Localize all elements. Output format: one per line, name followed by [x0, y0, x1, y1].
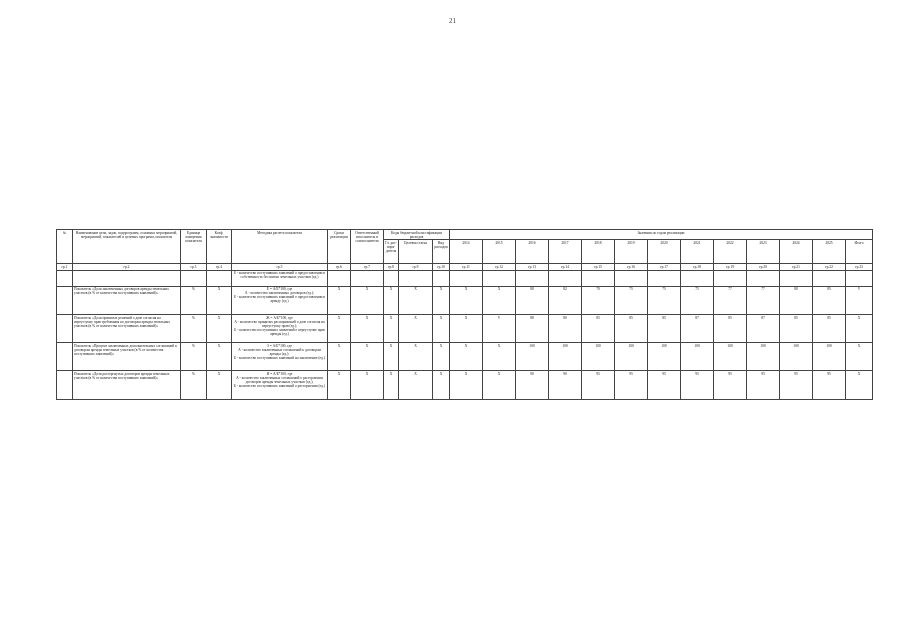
indicator-weight: Х — [207, 286, 232, 314]
indicator-value: 100 — [582, 343, 615, 371]
header-year: 2020 — [648, 240, 681, 264]
header-year: 2017 — [549, 240, 582, 264]
indicator-value: 85 — [813, 314, 846, 342]
indicator-gl: Х — [384, 314, 399, 342]
indicator-total: Х — [846, 314, 873, 342]
indicator-term: Х — [328, 371, 351, 399]
cell-empty — [57, 371, 73, 399]
indicator-cs: Х — [399, 343, 433, 371]
cell-empty — [57, 314, 73, 342]
indicator-value: 85 — [615, 314, 648, 342]
indicator-table-wrapper — [56, 229, 864, 400]
indicator-row — [57, 343, 873, 371]
method-line: Б - количество поступивших заявлений о предоставлении в собственность бесплатно земельных участков (ед.) — [233, 271, 326, 280]
indicator-row — [57, 314, 873, 342]
indicator-gl: Х — [384, 371, 399, 399]
indicator-unit: % — [181, 343, 207, 371]
cell-empty — [384, 270, 399, 286]
indicator-value: Х — [483, 343, 516, 371]
indicator-value: 95 — [681, 371, 714, 399]
indicator-unit: % — [181, 314, 207, 342]
header-method: Методика расчета показателя — [232, 230, 328, 264]
column-number: гр.11 — [450, 264, 483, 270]
method-line: Б - количество поступивших заявлений о предоставлении в аренду (ед.) — [233, 295, 326, 304]
indicator-value: V — [483, 314, 516, 342]
cell-empty — [648, 270, 681, 286]
indicator-value: 100 — [747, 343, 780, 371]
indicator-total: V — [846, 286, 873, 314]
continuation-row — [57, 270, 873, 286]
column-number: гр.5 — [232, 264, 328, 270]
column-number: гр.19 — [714, 264, 747, 270]
cell-empty — [57, 343, 73, 371]
method-line: Ж = А/Б*100, где — [266, 315, 293, 320]
indicator-value: 100 — [516, 343, 549, 371]
indicator-value: 80 — [549, 314, 582, 342]
column-number: гр.2 — [73, 264, 181, 270]
method-line: А - количество заключенных соглашений к договорам аренды (ед.); — [238, 347, 321, 356]
indicator-gl: Х — [384, 343, 399, 371]
indicator-value: 95 — [780, 371, 813, 399]
header-responsible: Ответственный исполнитель и соисполнители — [351, 230, 384, 264]
column-number: гр.10 — [433, 264, 450, 270]
column-number: гр.4 — [207, 264, 232, 270]
indicator-vr: Х — [433, 371, 450, 399]
indicator-responsible: Х — [351, 343, 384, 371]
cell-empty — [483, 270, 516, 286]
indicator-value: Х — [483, 371, 516, 399]
indicator-term: Х — [328, 343, 351, 371]
cell-empty — [57, 286, 73, 314]
indicator-value: 77 — [747, 286, 780, 314]
column-number: гр.13 — [516, 264, 549, 270]
cell-empty — [780, 270, 813, 286]
indicator-method — [232, 371, 328, 399]
method-line: Б - количество поступивших заявлений о расторжении (ед.) — [233, 384, 326, 388]
column-number: гр.21 — [780, 264, 813, 270]
header-year: 2022 — [714, 240, 747, 264]
indicator-value: 100 — [648, 343, 681, 371]
header-cs: Целевая статья — [399, 240, 433, 264]
cell-empty — [399, 270, 433, 286]
method-line: А - количество заключенных соглашений о расторжении договоров аренды земельных участков (ед.); — [236, 375, 323, 384]
header-year: 2015 — [483, 240, 516, 264]
header-year: 2025 — [813, 240, 846, 264]
indicator-value: 100 — [780, 343, 813, 371]
indicator-value: 75 — [615, 286, 648, 314]
indicator-method — [232, 286, 328, 314]
indicator-value: 95 — [648, 371, 681, 399]
indicator-value: 80 — [516, 286, 549, 314]
header-year: 2016 — [516, 240, 549, 264]
method-line: З = А/Б*100, где — [267, 343, 292, 348]
indicator-value: 80 — [780, 286, 813, 314]
method-line: А - количество принятых распоряжений о даче согласия на переуступку прав (ед.); — [234, 319, 325, 328]
indicator-value: 95 — [813, 371, 846, 399]
indicator-value: 85 — [648, 314, 681, 342]
header-year: 2023 — [747, 240, 780, 264]
cell-empty — [582, 270, 615, 286]
header-no: № — [57, 230, 73, 264]
cell-empty — [813, 270, 846, 286]
cell-empty — [207, 270, 232, 286]
indicator-value: 90 — [516, 371, 549, 399]
indicator-value: 100 — [549, 343, 582, 371]
column-number: гр.1 — [57, 264, 73, 270]
indicator-cs: Х — [399, 286, 433, 314]
indicator-value: 100 — [615, 343, 648, 371]
column-number: гр.6 — [328, 264, 351, 270]
indicator-table — [56, 229, 873, 400]
header-year: 2021 — [681, 240, 714, 264]
indicator-term: Х — [328, 286, 351, 314]
indicator-unit: % — [181, 371, 207, 399]
indicator-value: 88 — [516, 314, 549, 342]
column-number: гр.14 — [549, 264, 582, 270]
indicator-responsible: Х — [351, 286, 384, 314]
cell-empty — [516, 270, 549, 286]
indicator-name: Показатель «Доля заключенных договоров аренды земельных участков (в % от количества поступивших заявлений)» — [73, 286, 181, 314]
column-number: гр.20 — [747, 264, 780, 270]
indicator-value: 75 — [648, 286, 681, 314]
indicator-value: 85 — [582, 314, 615, 342]
indicator-cs: Х — [399, 371, 433, 399]
method-line: Б - количество поступивших заявлений на заключение (ед.) — [233, 355, 326, 360]
cell-empty — [747, 270, 780, 286]
method-line: Е = А/Б*100, где — [266, 287, 293, 292]
indicator-value: Х — [450, 343, 483, 371]
indicator-vr: Х — [433, 286, 450, 314]
header-year: 2018 — [582, 240, 615, 264]
indicator-value: 70 — [582, 286, 615, 314]
indicator-value: 100 — [714, 343, 747, 371]
header-total: Итого — [846, 240, 873, 264]
indicator-weight: Х — [207, 371, 232, 399]
header-weight: Коэф. значимости — [207, 230, 232, 264]
indicator-value: 100 — [813, 343, 846, 371]
indicator-name: Показатель «Доля принятых решений о даче согласия на переуступку прав требования по договорам аренды земельных участков (в % от количества поступивших заявлений)» — [73, 314, 181, 342]
indicator-value: Х — [450, 286, 483, 314]
cell-empty — [714, 270, 747, 286]
continuation-method — [232, 270, 328, 286]
header-row-1 — [57, 230, 873, 240]
page-number: 21 — [449, 17, 456, 25]
method-line: И = А/Б*100, где — [266, 371, 293, 376]
column-number: гр.17 — [648, 264, 681, 270]
indicator-value: 95 — [714, 371, 747, 399]
header-values: Значения по годам реализации — [450, 230, 873, 240]
indicator-value: 85 — [780, 314, 813, 342]
column-number: гр.3 — [181, 264, 207, 270]
indicator-gl: Х — [384, 286, 399, 314]
indicator-vr: Х — [433, 343, 450, 371]
cell-empty — [433, 270, 450, 286]
indicator-responsible: Х — [351, 371, 384, 399]
indicator-value: 95 — [582, 371, 615, 399]
column-number: гр.22 — [813, 264, 846, 270]
header-unit: Единица измерения показателя — [181, 230, 207, 264]
indicator-total: Х — [846, 343, 873, 371]
indicator-unit: % — [181, 286, 207, 314]
cell-empty — [846, 270, 873, 286]
header-year: 2019 — [615, 240, 648, 264]
indicator-method — [232, 343, 328, 371]
header-budget-codes: Коды бюджетной классификации расходов — [384, 230, 450, 240]
indicator-value: 85 — [813, 286, 846, 314]
cell-empty — [57, 270, 73, 286]
column-number: гр.18 — [681, 264, 714, 270]
indicator-row — [57, 286, 873, 314]
indicator-value: Х — [483, 286, 516, 314]
indicator-value: 85 — [714, 314, 747, 342]
indicator-value: 82 — [549, 286, 582, 314]
column-number: гр.9 — [399, 264, 433, 270]
cell-empty — [351, 270, 384, 286]
column-number: гр.12 — [483, 264, 516, 270]
header-year: 2024 — [780, 240, 813, 264]
indicator-cs: Х — [399, 314, 433, 342]
indicator-value: 87 — [747, 314, 780, 342]
column-number: гр.8 — [384, 264, 399, 270]
cell-empty — [450, 270, 483, 286]
indicator-weight: Х — [207, 314, 232, 342]
indicator-value: 87 — [681, 314, 714, 342]
indicator-value: Х — [450, 371, 483, 399]
cell-empty — [549, 270, 582, 286]
indicator-term: Х — [328, 314, 351, 342]
indicator-method — [232, 314, 328, 342]
indicator-responsible: Х — [351, 314, 384, 342]
indicator-name: Показатель «Доля расторгнутых договоров аренды земельных участков (в % от количества поступивших заявлений)» — [73, 371, 181, 399]
method-line: Б - количество поступивших заявлений о переуступке прав аренды (ед.) — [234, 327, 325, 336]
cell-empty — [73, 270, 181, 286]
header-vr: Вид расходов — [433, 240, 450, 264]
column-number: гр.16 — [615, 264, 648, 270]
cell-empty — [681, 270, 714, 286]
header-name: Наименование цели, задач, подпрограмм, основных мероприятий, мероприятий, показателей и целевых программ, показателя — [73, 230, 181, 264]
indicator-value: 100 — [681, 343, 714, 371]
indicator-weight: Х — [207, 343, 232, 371]
indicator-name: Показатель «Процент заключенных дополнительных соглашений к договорам аренды земельных участков (в % от количества поступивших заявлений)» — [73, 343, 181, 371]
indicator-row — [57, 371, 873, 399]
indicator-value: 95 — [615, 371, 648, 399]
column-number: гр.7 — [351, 264, 384, 270]
cell-empty — [615, 270, 648, 286]
cell-empty — [181, 270, 207, 286]
indicator-value: 95 — [747, 371, 780, 399]
column-number: гр.15 — [582, 264, 615, 270]
indicator-value: Х — [450, 314, 483, 342]
method-line: А - количество заключенных договоров (ед.); — [244, 291, 315, 296]
indicator-value: 75 — [681, 286, 714, 314]
indicator-vr: Х — [433, 314, 450, 342]
header-term: Сроки реализации — [328, 230, 351, 264]
cell-empty — [328, 270, 351, 286]
header-gl: Гл. рас-поря-дителя — [384, 240, 399, 264]
header-year: 2014 — [450, 240, 483, 264]
column-number: гр.23 — [846, 264, 873, 270]
indicator-total: Х — [846, 371, 873, 399]
indicator-value: 90 — [549, 371, 582, 399]
indicator-value: 77 — [714, 286, 747, 314]
